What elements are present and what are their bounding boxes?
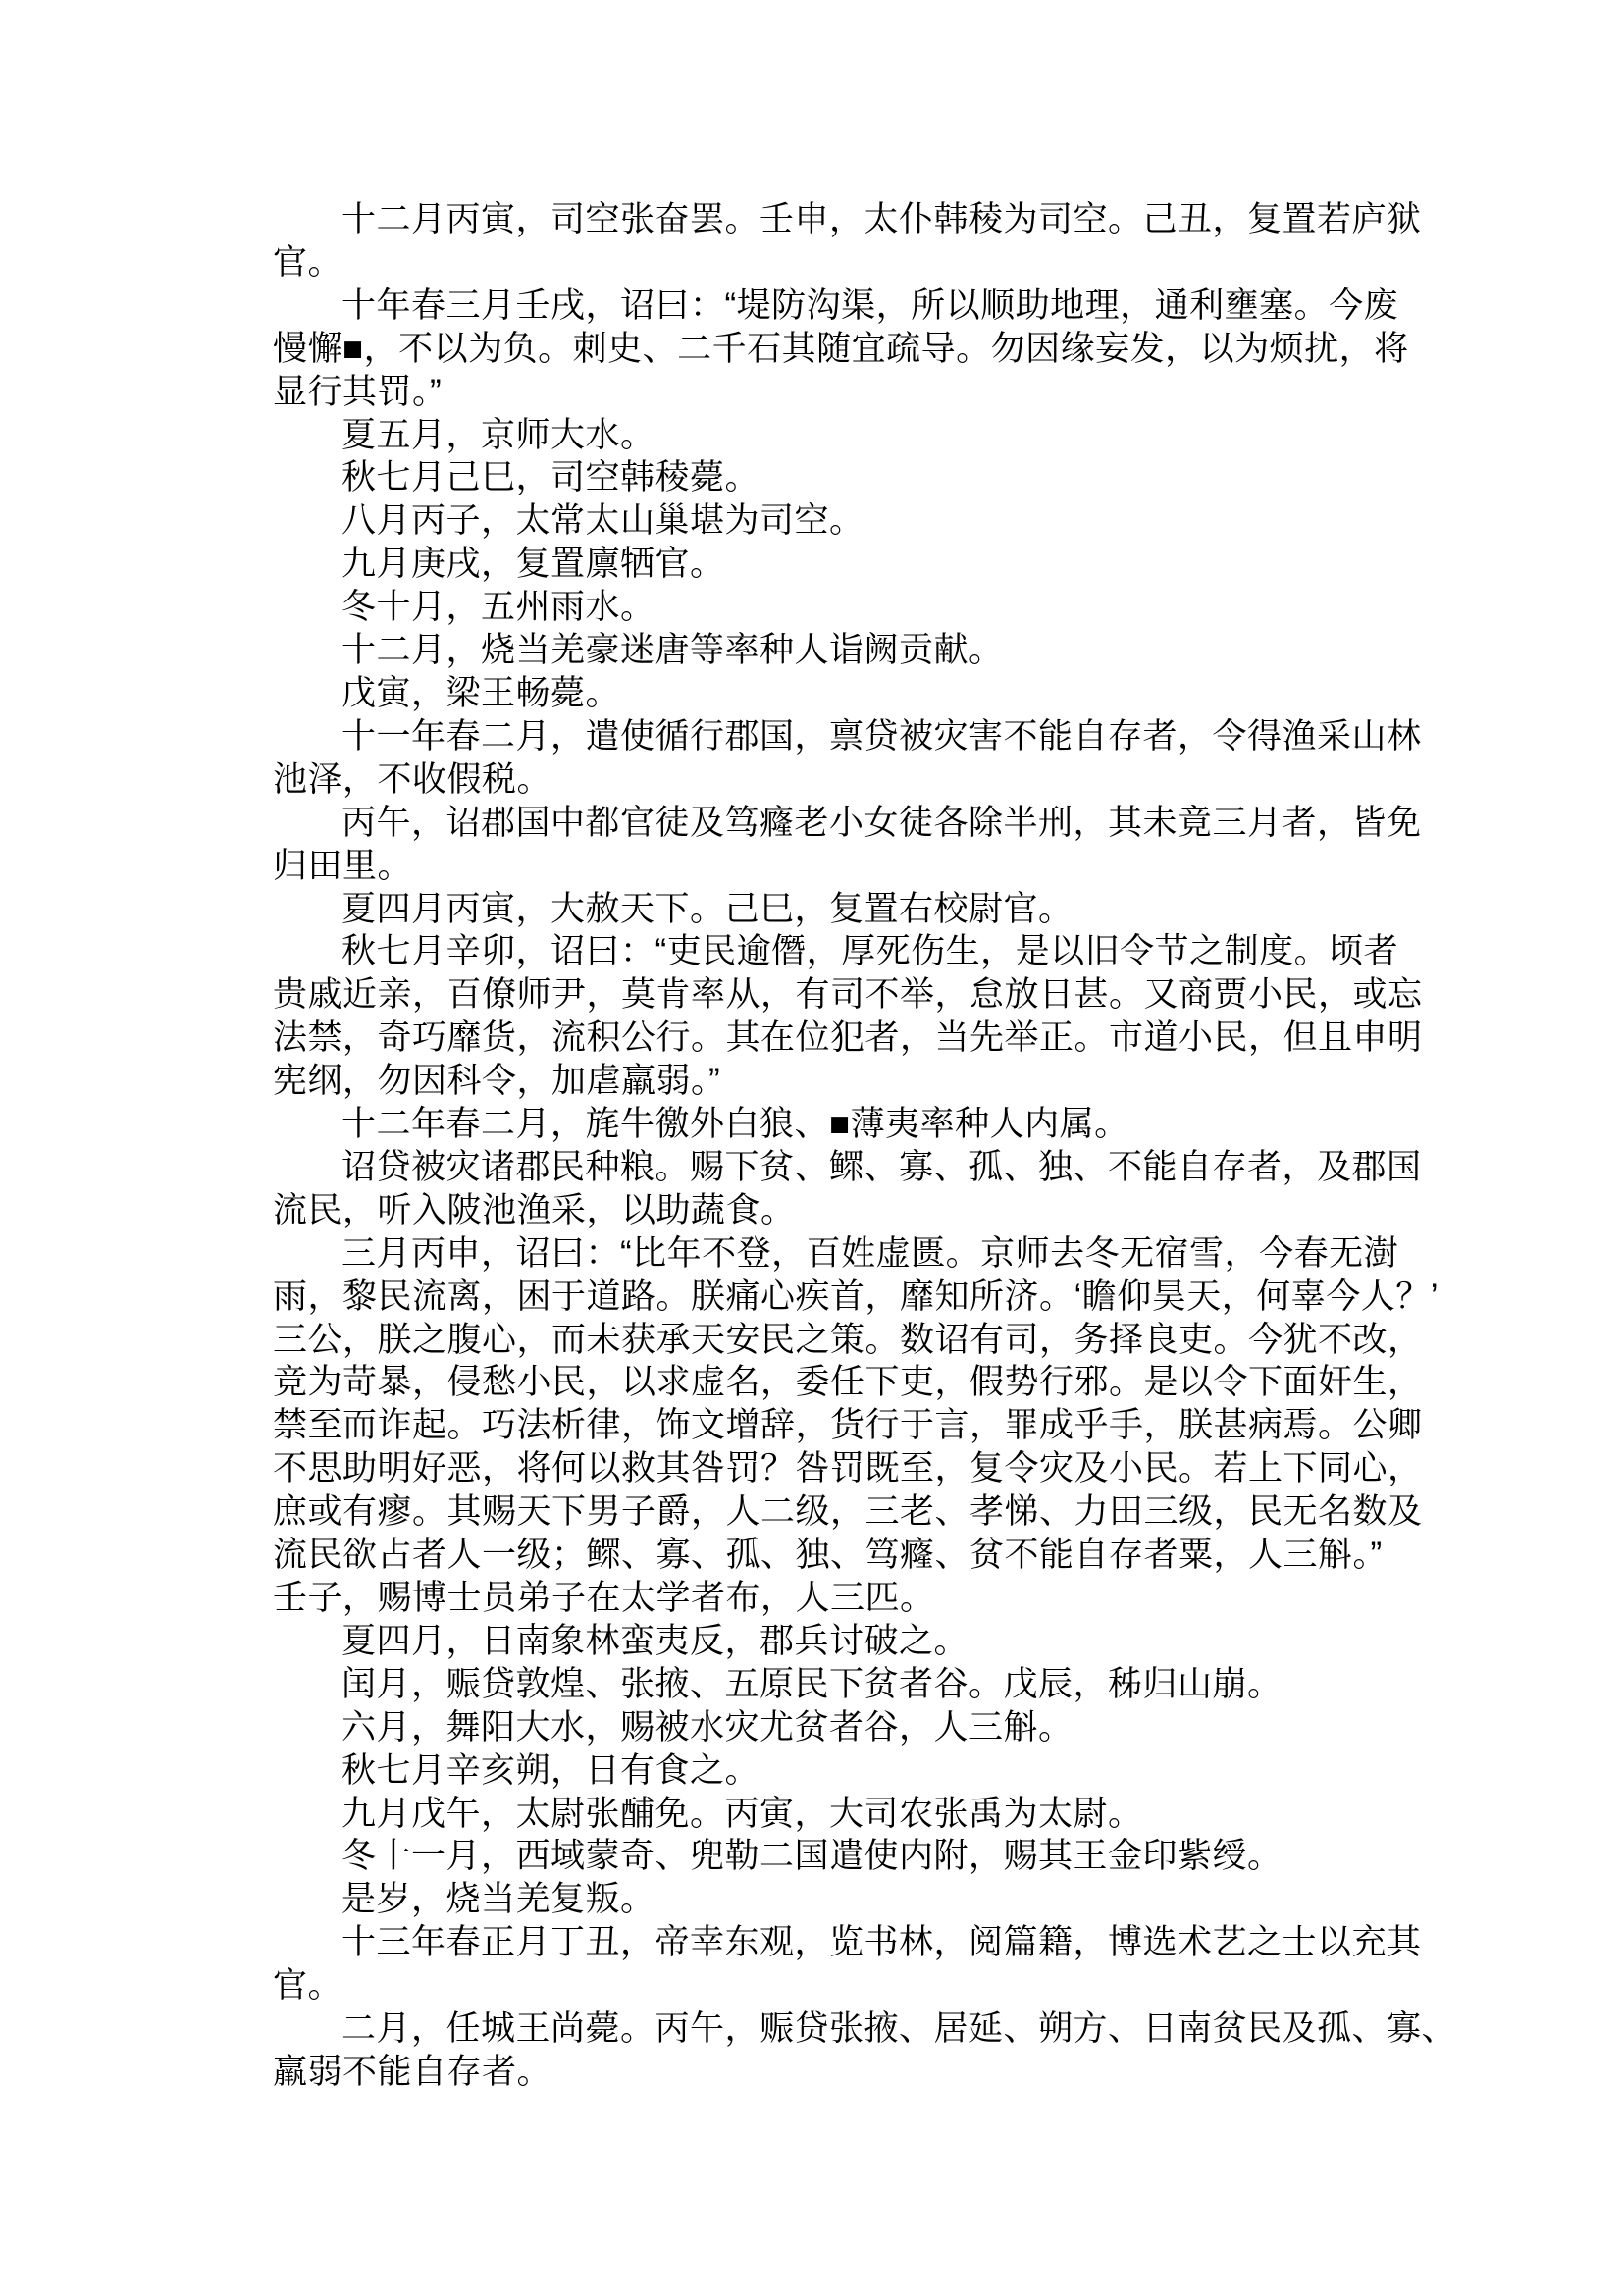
text-line: 流民欲占者人一级；鳏、寡、孤、独、笃癃、贫不能自存者粟，人三斛。”: [273, 1536, 1383, 1575]
text-line: 十二月，烧当羌豪迷唐等率种人诣阙贡献。: [341, 631, 1004, 670]
text-line: 六月，舞阳大水，赐被水灾尤贫者谷，人三斛。: [341, 1707, 1074, 1747]
text-line: 诏贷被灾诸郡民种粮。赐下贫、鳏、寡、孤、独、不能自存者，及郡国: [341, 1147, 1422, 1186]
text-line: 二月，任城王尚薨。丙午，赈贷张掖、居延、朔方、日南贫民及孤、寡、: [341, 2009, 1457, 2049]
text-line: 禁至而诈起。巧法析律，饰文增辞，货行于言，罪成乎手，朕甚病焉。公卿: [273, 1406, 1423, 1445]
text-line: 法禁，奇巧靡货，流积公行。其在位犯者，当先举正。市道小民，但且申明: [273, 1018, 1423, 1058]
text-line: 十年春三月壬戌，诏曰：“堤防沟渠，所以顺助地理，通利壅塞。今废: [341, 286, 1399, 325]
document-text-body: [273, 198, 1457, 2094]
text-line: 秋七月辛卯，诏曰：“吏民逾僭，厚死伤生，是以旧令节之制度。顷者: [341, 932, 1399, 971]
text-line: 慢懈■，不以为负。刺史、二千石其随宜疏导。勿因缘妄发，以为烦扰，将: [273, 329, 1409, 368]
text-line: 夏四月，日南象林蛮夷反，郡兵讨破之。: [341, 1621, 969, 1660]
text-line: 三公，朕之腹心，而未获承天安民之策。数诏有司，务择良吏。今犹不改，: [273, 1320, 1423, 1359]
text-line: 官。: [273, 242, 343, 282]
text-line: 闰月，赈贷敦煌、张掖、五原民下贫者谷。戊辰，秭归山崩。: [341, 1664, 1283, 1703]
text-line: 雨，黎民流离，困于道路。朕痛心疾首，靡知所济。‘瞻仰昊天，何辜今人？’: [273, 1277, 1440, 1316]
text-line: 九月庚戌，复置廪牺官。: [341, 545, 725, 584]
text-line: 宪纲，勿因科令，加虐羸弱。”: [273, 1062, 721, 1101]
text-line: 八月丙子，太常太山巢堪为司空。: [341, 501, 864, 541]
text-line: 夏五月，京师大水。: [341, 415, 655, 454]
text-line: 十二年春二月，旄牛徼外白狼、■薄夷率种人内属。: [341, 1105, 1129, 1144]
text-line: 竞为苛暴，侵愁小民，以求虚名，委任下吏，假势行邪。是以令下面奸生，: [273, 1363, 1423, 1402]
text-line: 秋七月辛亥朔，日有食之。: [341, 1750, 760, 1790]
text-line: 流民，听入陂池渔采，以助蔬食。: [273, 1190, 796, 1229]
text-line: 羸弱不能自存者。: [273, 2052, 552, 2091]
text-line: 戊寅，梁王畅薨。: [341, 673, 621, 712]
text-line: 三月丙申，诏曰：“比年不登，百姓虚匮。京师去冬无宿雪，今春无澍: [341, 1233, 1399, 1273]
text-line: 贵戚近亲，百僚师尹，莫肯率从，有司不举，怠放日甚。又商贾小民，或忘: [273, 975, 1423, 1015]
text-line: 十二月丙寅，司空张奋罢。壬申，太仆韩稜为司空。己丑，复置若庐狱: [341, 200, 1422, 238]
text-line: 十一年春二月，遣使循行郡国，禀贷被灾害不能自存者，令得渔采山林: [341, 716, 1422, 756]
text-line: 庶或有瘳。其赐天下男子爵，人二级，三老、孝悌、力田三级，民无名数及: [273, 1492, 1423, 1532]
text-line: 池泽，不收假税。: [273, 759, 552, 799]
text-line: 夏四月丙寅，大赦天下。己巳，复置右校尉官。: [341, 889, 1074, 928]
text-line: 九月戊午，太尉张酺免。丙寅，大司农张禹为太尉。: [341, 1794, 1143, 1833]
text-line: 冬十月，五州雨水。: [341, 588, 655, 627]
text-line: 丙午，诏郡国中都官徒及笃癃老小女徒各除半刑，其未竟三月者，皆免: [341, 803, 1422, 842]
text-line: 显行其罚。”: [273, 372, 443, 411]
text-line: 不思助明好恶，将何以救其咎罚？咎罚既至，复令灾及小民。若上下同心，: [273, 1449, 1423, 1488]
text-line: 冬十一月，西域蒙奇、兜勒二国遣使内附，赐其王金印紫绶。: [341, 1837, 1283, 1876]
text-line: 官。: [273, 1966, 343, 2006]
text-line: 是岁，烧当羌复叛。: [341, 1880, 655, 1919]
text-line: 壬子，赐博士员弟子在太学者布，人三匹。: [273, 1579, 935, 1617]
text-line: 秋七月己巳，司空韩稜薨。: [341, 458, 760, 497]
text-line: 归田里。: [273, 846, 413, 885]
text-line: 十三年春正月丁丑，帝幸东观，览书林，阅篇籍，博选术艺之士以充其: [341, 1923, 1422, 1962]
